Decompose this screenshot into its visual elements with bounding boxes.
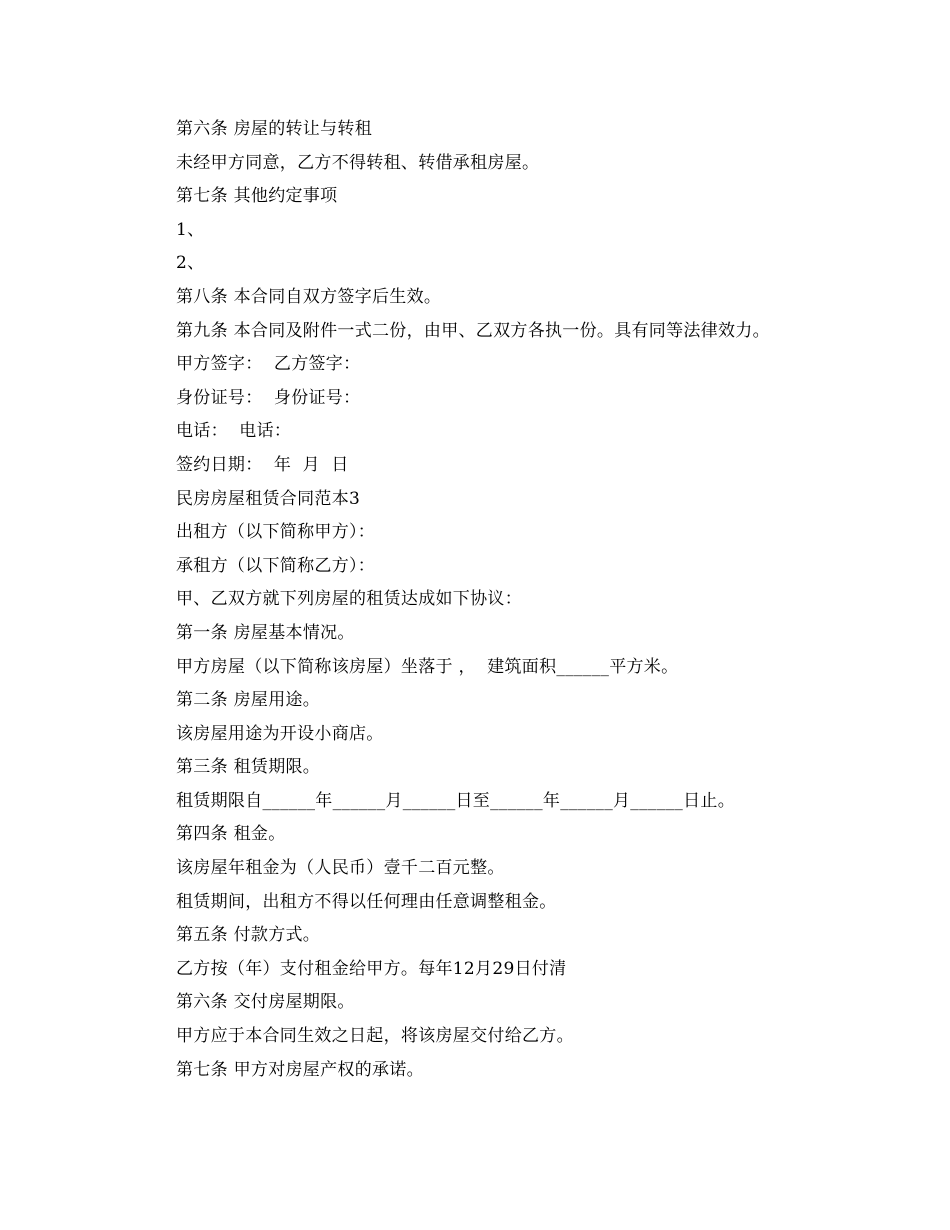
article-6b-heading: 第六条 交付房屋期限。 bbox=[176, 992, 355, 1013]
article-4-text-1: 该房屋年租金为（人民币）壹千二百元整。 bbox=[176, 858, 505, 879]
item-2: 2、 bbox=[176, 253, 205, 274]
article-6-heading: 第六条 房屋的转让与转租 bbox=[176, 119, 373, 139]
article-2-heading: 第二条 房屋用途。 bbox=[176, 690, 321, 711]
article-3-text: 租赁期限自______年______月______日至______年______月______日止。 bbox=[176, 790, 735, 811]
article-8-text: 第八条 本合同自双方签字后生效。 bbox=[176, 286, 442, 307]
article-3-heading: 第三条 租赁期限。 bbox=[176, 757, 321, 778]
lessor-line: 出租方（以下简称甲方）： bbox=[176, 522, 376, 543]
article-9-text: 第九条 本合同及附件一式二份，由甲、乙双方各执一份。具有同等法律效力。 bbox=[176, 320, 770, 341]
article-7-heading: 第七条 其他约定事项 bbox=[176, 186, 338, 207]
phone-line: 电话： 电话： bbox=[176, 421, 292, 442]
agreement-intro: 甲、乙双方就下列房屋的租赁达成如下协议： bbox=[176, 589, 522, 610]
article-7b-heading: 第七条 甲方对房屋产权的承诺。 bbox=[176, 1059, 424, 1080]
contract-title: 民房房屋租赁合同范本3 bbox=[176, 488, 361, 509]
lessee-line: 承租方（以下简称乙方）： bbox=[176, 555, 376, 576]
article-5-heading: 第五条 付款方式。 bbox=[176, 925, 321, 946]
article-1-text: 甲方房屋（以下简称该房屋）坐落于 ， 建筑面积______平方米。 bbox=[176, 656, 679, 677]
article-4-text-2: 租赁期间，出租方不得以任何理由任意调整租金。 bbox=[176, 891, 557, 912]
article-2-text: 该房屋用途为开设小商店。 bbox=[176, 723, 384, 744]
article-4-heading: 第四条 租金。 bbox=[176, 824, 286, 845]
article-1-heading: 第一条 房屋基本情况。 bbox=[176, 622, 355, 643]
id-number-line: 身份证号： 身份证号： bbox=[176, 387, 361, 408]
article-6-text: 未经甲方同意，乙方不得转租、转借承租房屋。 bbox=[176, 152, 540, 173]
article-6b-text: 甲方应于本合同生效之日起，将该房屋交付给乙方。 bbox=[176, 1026, 574, 1047]
document-body bbox=[176, 113, 896, 1087]
item-1: 1、 bbox=[176, 219, 205, 240]
sign-date-line: 签约日期： 年 月 日 bbox=[176, 454, 349, 475]
article-5-text: 乙方按（年）支付租金给甲方。每年12月29日付清 bbox=[176, 958, 567, 979]
signature-line: 甲方签字： 乙方签字： bbox=[176, 354, 361, 375]
